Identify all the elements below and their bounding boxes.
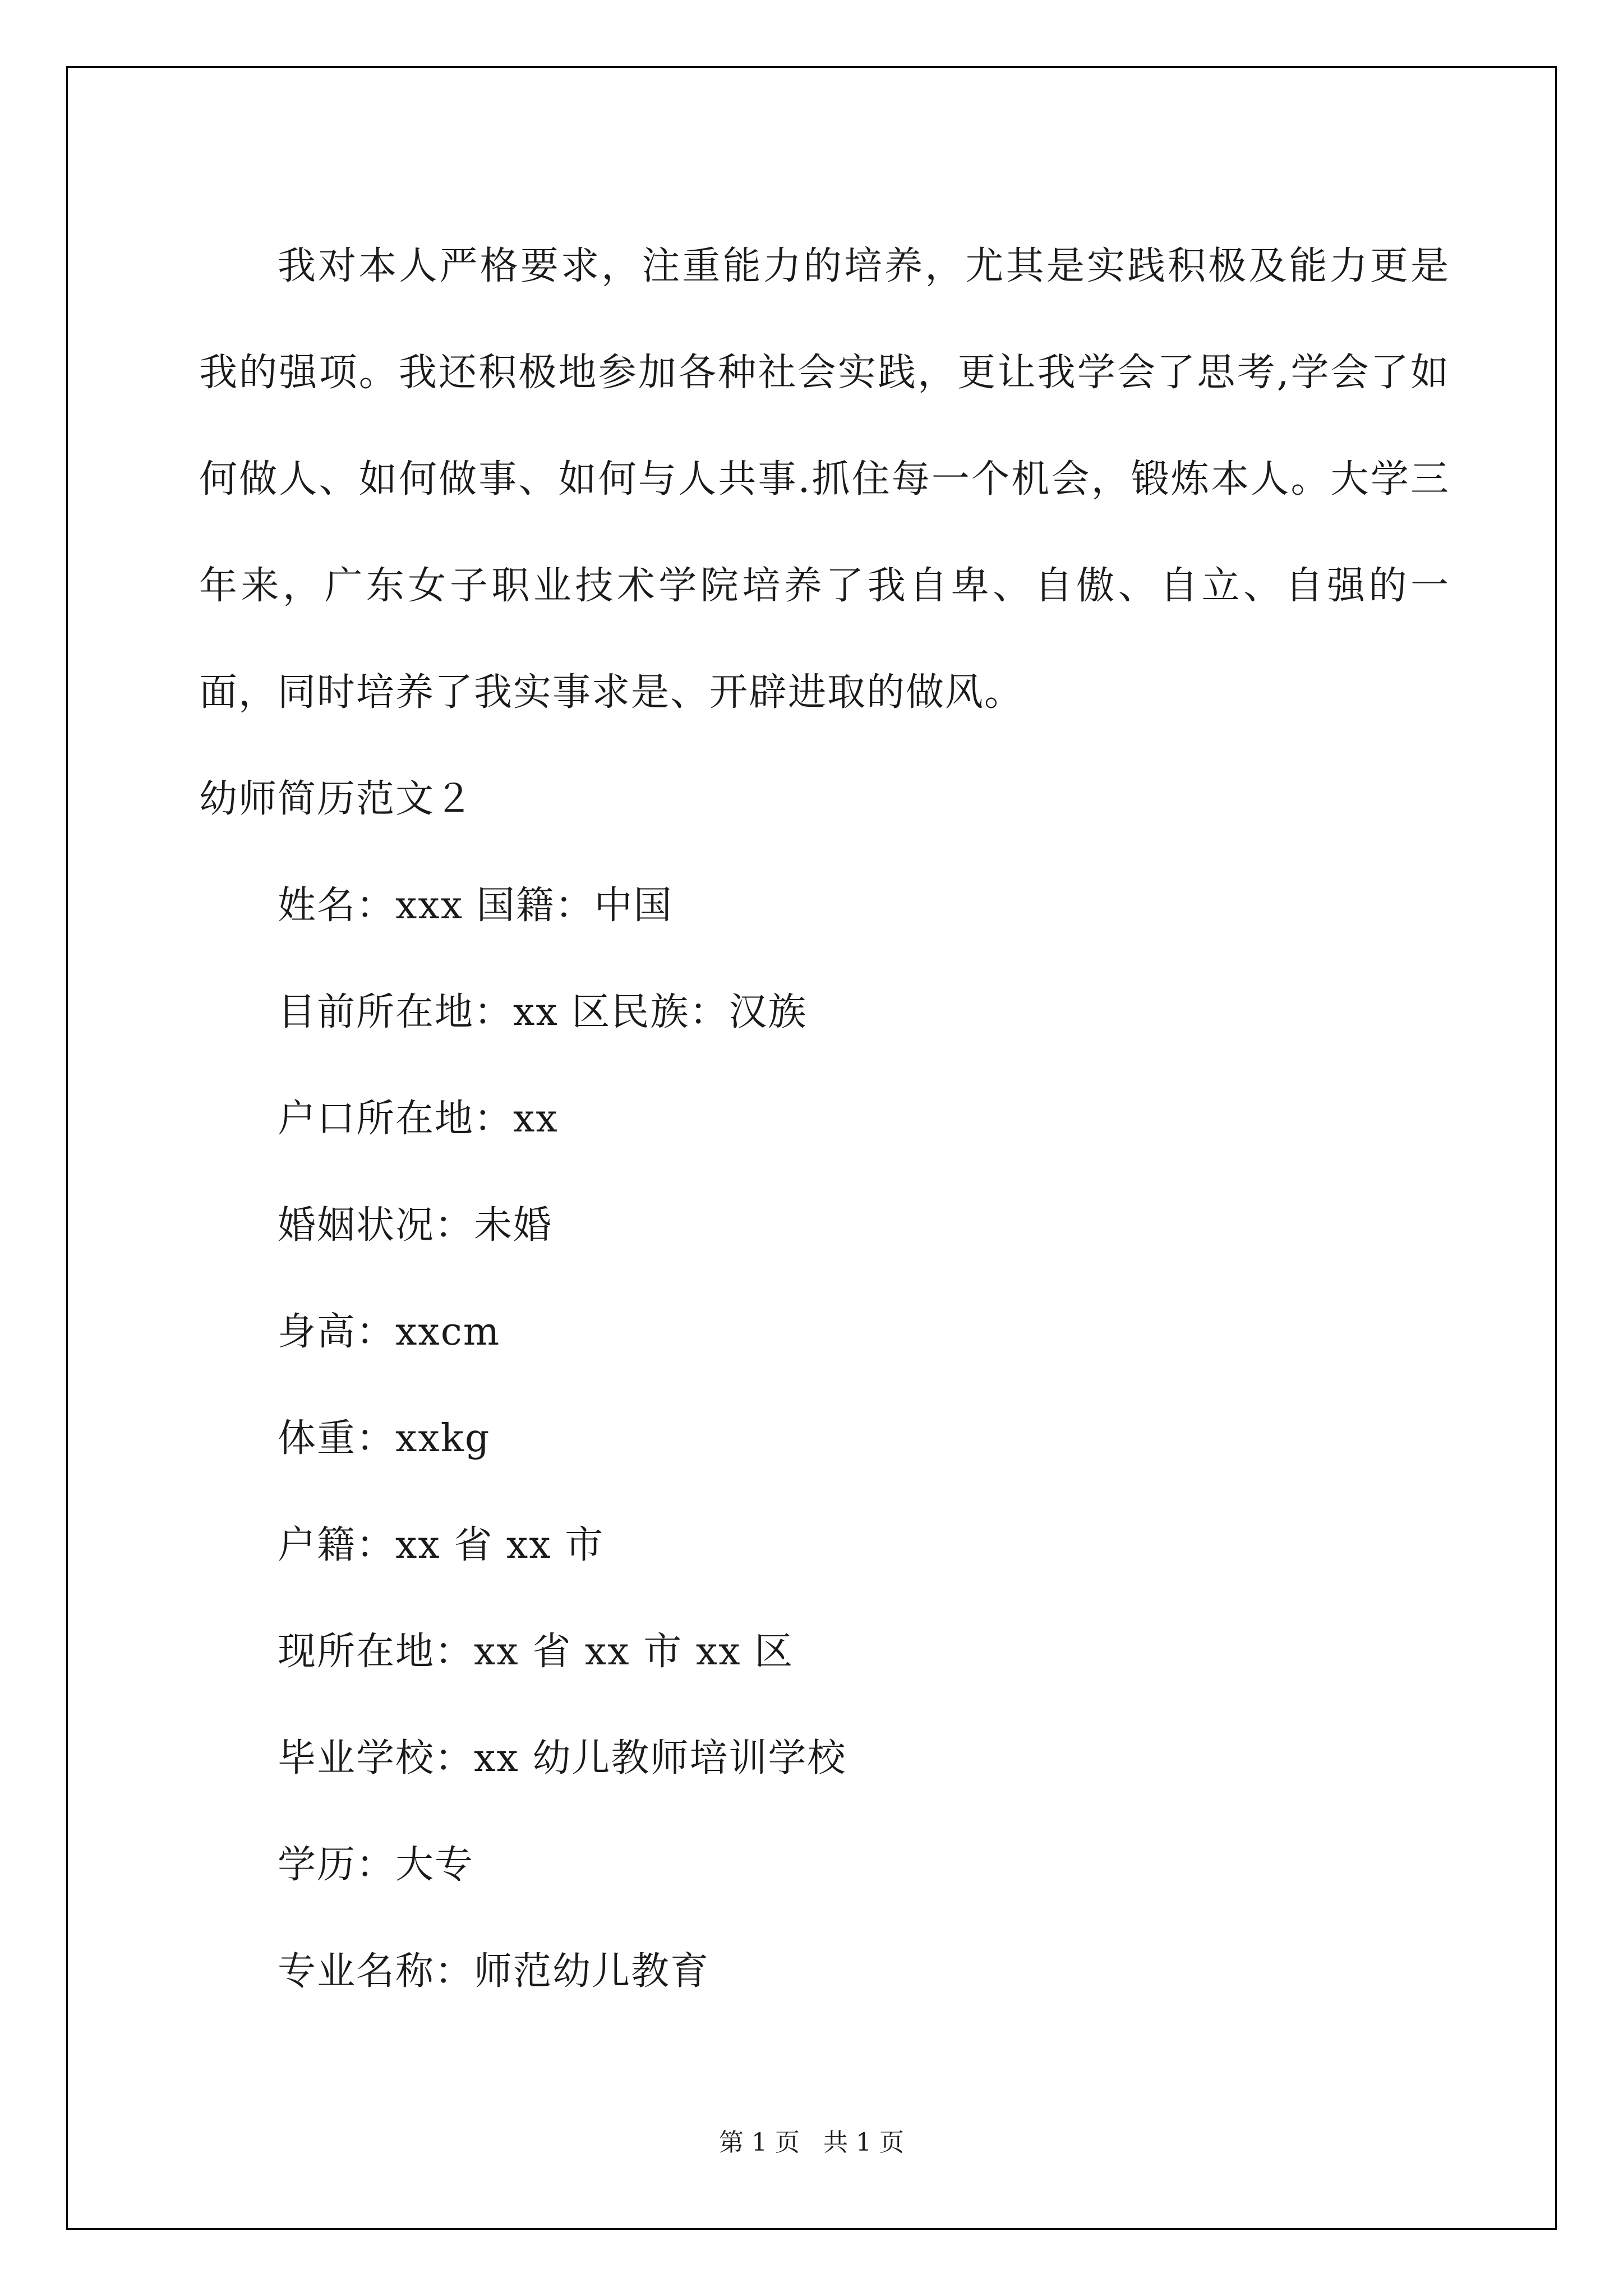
field-weight: 体重：xxkg xyxy=(278,1416,491,1461)
intro-paragraph: 我对本人严格要求，注重能力的培养，尤其是实践积极及能力更是我的强项。我还积极地参加各种社会实践，更让我学会了思考,学会了如何做人、如何做事、如何与人共事.抓住每一个机会，锻炼本人。大学三年来，广东女子职业技术学院培养了我自卑、自傲、自立、自强的一面，同时培养了我实事求是、开辟进取的做风。 xyxy=(199,244,1450,715)
document-body xyxy=(199,213,1450,2025)
field-education: 学历：大专 xyxy=(278,1843,474,1887)
field-current-location-ethnicity: 目前所在地：xx 区民族：汉族 xyxy=(278,990,808,1034)
section-title: 幼师简历范文２ xyxy=(199,777,474,821)
field-marital-status: 婚姻状况：未婚 xyxy=(278,1203,553,1248)
field-graduated-school: 毕业学校：xx 幼儿教师培训学校 xyxy=(278,1736,847,1780)
field-name-nationality: 姓名：xxx 国籍：中国 xyxy=(278,884,673,928)
field-current-address: 现所在地：xx 省 xx 市 xx 区 xyxy=(278,1630,794,1674)
field-household-location: 户口所在地：xx xyxy=(278,1097,559,1141)
field-household-registration: 户籍：xx 省 xx 市 xyxy=(278,1523,605,1567)
field-major: 专业名称：师范幼儿教育 xyxy=(278,1949,710,1994)
page-footer: 第 1 页 共 1 页 xyxy=(719,2128,904,2157)
resume-fields xyxy=(199,853,1450,2025)
field-height: 身高：xxcm xyxy=(278,1310,501,1354)
